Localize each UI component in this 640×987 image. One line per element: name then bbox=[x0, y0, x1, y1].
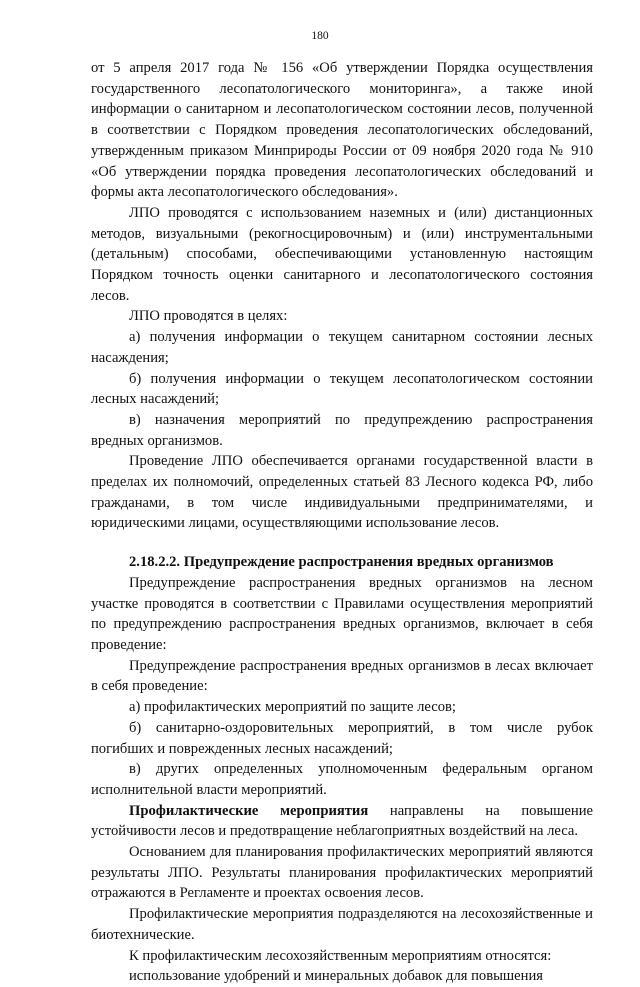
paragraph: б) получения информации о текущем лесопатологическом состоянии лесных насаждений; bbox=[91, 370, 593, 408]
paragraph: К профилактическим лесохозяйственным мероприятиям относятся: bbox=[129, 947, 552, 964]
paragraph: а) получения информации о текущем санитарном состоянии лесных насаждения; bbox=[91, 329, 593, 366]
paragraph: ЛПО проводятся с использованием наземных и (или) дистанционных методов, визуальными (рекогносцировочным) и (или) инструментальными (детальным) способами, обеспечивающими установленную настоящим Порядком точность оценки санитарного и лесопатологического состояния лесов. bbox=[91, 204, 593, 304]
paragraph: Профилактические мероприятия подразделяются на лесохозяйственные и биотехнические. bbox=[91, 906, 593, 943]
paragraph: от 5 апреля 2017 года № 156 «Об утверждении Порядка осуществления государственного лесопатологического мониторинга», а также иной информации о санитарном и лесопатологическом состоянии лесов, полученной в соответствии с Порядком проведения лесопатологических обследований, утвержденным приказом Минприроды России от 09 ноября 2020 года № 910 «Об утверждении порядка проведения лесопатологических обследований и формы акта лесопатологического обследования». bbox=[91, 60, 593, 201]
page-content bbox=[91, 58, 593, 987]
page-number: 180 bbox=[311, 30, 329, 42]
section-heading: 2.18.2.2. Предупреждение распространения вредных организмов bbox=[129, 554, 554, 571]
section-gap bbox=[91, 534, 593, 552]
paragraph: Проведение ЛПО обеспечивается органами государственной власти в пределах их полномочий, определенных статьей 83 Лесного кодекса РФ, либо гражданами, в том числе индивидуальными предпринимателями, и юридическими лицами, осуществляющими использование лесов. bbox=[91, 453, 593, 532]
bold-lead-rest: направлены на повышение устойчивости лесов и предотвращение неблагоприятных воздействий на леса. bbox=[91, 802, 593, 840]
paragraph: использование удобрений и минеральных добавок для повышения bbox=[129, 968, 543, 985]
paragraph: Основанием для планирования профилактических мероприятий являются результаты ЛПО. Результаты планирования профилактических мероприятий отражаются в Регламенте и проектах освоения лесов. bbox=[91, 844, 593, 902]
top-paragraphs bbox=[91, 58, 593, 534]
paragraph: Предупреждение распространения вредных организмов на лесном участке проводятся в соответствии с Правилами осуществления мероприятий по предупреждению распространения вредных организмов, включает в себя проведение: bbox=[91, 574, 593, 653]
paragraph: ЛПО проводятся в целях: bbox=[129, 308, 288, 325]
paragraph: в) назначения мероприятий по предупреждению распространения вредных организмов. bbox=[91, 411, 593, 449]
mid-paragraphs bbox=[91, 573, 593, 801]
paragraph: в) других определенных уполномоченным федеральным органом исполнительной власти мероприятий. bbox=[91, 761, 593, 798]
bottom-paragraphs bbox=[91, 842, 593, 987]
paragraph: Предупреждение распространения вредных организмов в лесах включает в себя проведение: bbox=[91, 657, 593, 695]
paragraph: а) профилактических мероприятий по защите лесов; bbox=[129, 699, 456, 716]
bold-lead-term: Профилактические мероприятия bbox=[129, 802, 369, 819]
bold-lead-paragraph bbox=[91, 801, 593, 842]
paragraph: б) санитарно-оздоровительных мероприятий, в том числе рубок погибших и поврежденных лесных насаждений; bbox=[91, 719, 593, 757]
